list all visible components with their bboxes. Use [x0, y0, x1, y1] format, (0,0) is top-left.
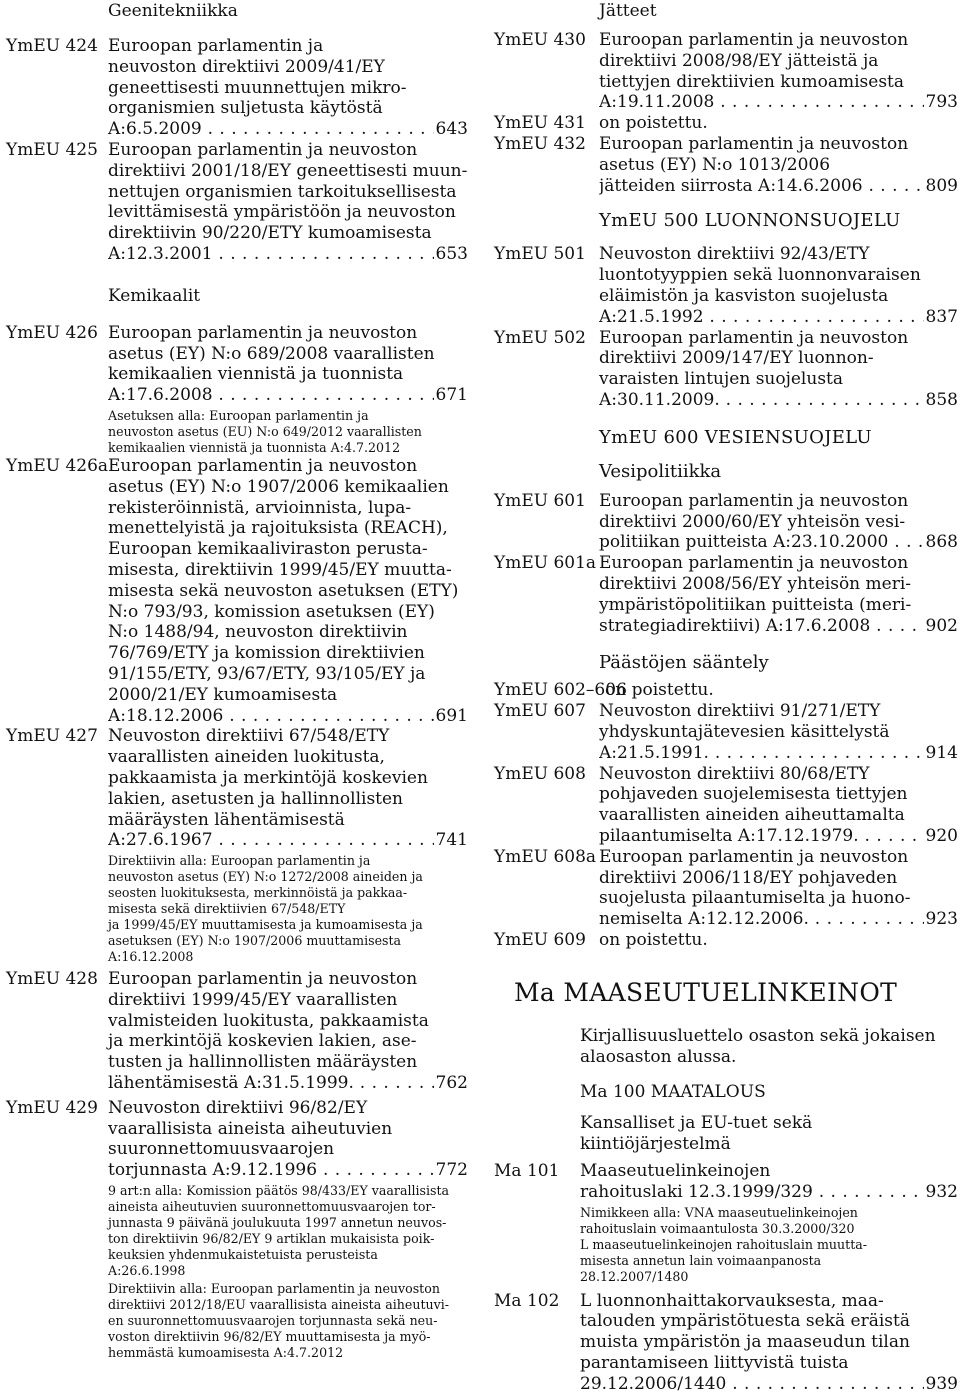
entry-code: YmEU 431	[494, 113, 586, 134]
entry-text: Euroopan parlamentin ja neuvoston direktiivi 2006/118/EY pohjaveden suojelusta pilaantumiselta ja huono-	[599, 846, 911, 909]
entry-code: YmEU 425	[6, 139, 98, 160]
entry-date: A:17.6.2008 . . .	[108, 385, 434, 406]
entry-page: 741	[435, 830, 468, 851]
entry-page: 772	[435, 1160, 468, 1181]
entry-ymeu-602-606	[494, 680, 958, 701]
entry-page: 837	[925, 306, 958, 327]
entry-date: 29.12.2006/1440 . . .	[580, 1374, 924, 1395]
heading-geenitekniikka: Geenitekniikka	[108, 1, 238, 21]
entry-page: 914	[925, 742, 958, 763]
entry-text: Euroopan parlamentin ja neuvoston direktiivi 2000/60/EY yhteisön vesi-	[599, 490, 909, 532]
entry-code: YmEU 501	[494, 244, 586, 265]
entry-text: Euroopan parlamentin ja neuvoston asetus (EY) N:o 689/2008 vaarallisten kemikaalien viennistä ja tuonnista	[108, 322, 435, 385]
heading-maatalous: Ma 100 MAATALOUS	[580, 1082, 766, 1102]
entry-page: 809	[925, 175, 958, 196]
entry-page: 868	[925, 532, 958, 553]
entry-ymeu-601	[494, 491, 958, 553]
heading-kemikaalit: Kemikaalit	[108, 285, 201, 306]
entry-note: Direktiivin alla: Euroopan parlamentin ja neuvoston asetus (EY) N:o 1272/2008 aineiden ja seosten luokituksesta, merkinnöistä ja pakkaa- misesta sekä direktiivien 67/548/ETY ja 1999/45/EY muuttamisesta ja kumoamisesta ja asetuksen (EY) N:o 1907/2006 muuttamisesta A:16.12.2008	[108, 853, 423, 965]
entry-page: 858	[925, 389, 958, 410]
left-column	[6, 0, 468, 1361]
entry-ymeu-501	[494, 244, 958, 327]
entry-date: nemiselta A:12.12.2006. . . .	[599, 909, 924, 930]
entry-code: Ma 101	[494, 1161, 560, 1181]
entry-ymeu-427	[6, 726, 468, 965]
entry-text: Neuvoston direktiivi 91/271/ETY yhdyskuntajätevesien käsittelystä	[599, 701, 890, 742]
entry-note: Asetuksen alla: Euroopan parlamentin ja neuvoston asetus (EU) N:o 649/2012 vaarallisten kemikaalien viennistä ja tuonnista A:4.7.2012	[108, 407, 422, 455]
entry-date: lähentämisestä A:31.5.1999. . . .	[108, 1073, 434, 1094]
entry-note: Direktiivin alla: Euroopan parlamentin ja neuvoston direktiivi 2012/18/EU vaarallisista aineista aiheutuvi- en suuronnettomuusvaarojen torjunnasta sekä neu- voston direktiivin 96/82/EY muuttamisesta ja myö- hemmästä kumoamisesta A:4.7.2012	[108, 1281, 450, 1361]
right-column	[494, 0, 958, 951]
entry-ymeu-502	[494, 328, 958, 411]
entry-page: 932	[925, 1181, 958, 1202]
entry-text: Neuvoston direktiivi 92/43/ETY luontotyyppien sekä luonnonvaraisen eläimistön ja kasviston suojelusta	[599, 244, 921, 306]
entry-text: on poistettu.	[605, 680, 714, 701]
entry-text: Euroopan parlamentin ja neuvoston direktiivi 2001/18/EY geneettisesti muun- nettujen organismien tarkoituksellisesta levittämisestä ympäristöön ja neuvoston direktiivin 90/220/ETY kumoamisesta	[108, 139, 468, 244]
heading-vesipolitiikka: Vesipolitiikka	[599, 460, 722, 482]
entry-page: 939	[925, 1373, 958, 1394]
entry-text: on poistettu.	[599, 113, 708, 134]
entry-text: Neuvoston direktiivi 67/548/ETY vaarallisten aineiden luokitusta, pakkaamista ja merkintöjä koskevien lakien, asetusten ja hallinnollisten määräysten lähentämisestä	[108, 726, 428, 830]
entry-page: 902	[925, 615, 958, 636]
entry-date: politiikan puitteista A:23.10.2000 . . .	[599, 532, 924, 553]
entry-date: strategiadirektiivi) A:17.6.2008 . . .	[599, 616, 924, 637]
entry-code: Ma 102	[494, 1290, 560, 1311]
entry-page: 671	[435, 385, 468, 406]
entry-text: Euroopan parlamentin ja neuvoston direktiivi 2009/147/EY luonnon- varaisten lintujen suojelusta	[599, 327, 909, 390]
entry-text: Euroopan parlamentin ja neuvoston asetus (EY) N:o 1907/2006 kemikaalien rekisteröinnistä, arvioinnista, lupa- menettelyistä ja rajoituksista (REACH), Euroopan kemikaaliviraston perusta- misesta, direktiivin 1999/45/EY muutta- misesta sekä neuvoston asetuksen (ETY) N:o 793/93, komission asetuksen (EY) N:o 1488/94, neuvoston direktiivin 76/769/ETY ja komission direktiivien 91/155/ETY, 93/67/ETY, 93/105/EY ja 2000/21/EY kumoamisesta	[108, 455, 459, 705]
section-title-maaseutuelinkeinot: Ma MAASEUTUELINKEINOT	[514, 978, 898, 1007]
entry-text: Euroopan parlamentin ja neuvoston asetus (EY) N:o 1013/2006	[599, 133, 909, 175]
heading-vesiensuojelu: YmEU 600 VESIENSUOJELU	[599, 426, 872, 448]
entry-code: YmEU 502	[494, 327, 586, 348]
entry-page: 920	[925, 825, 958, 846]
entry-ymeu-426a	[6, 456, 468, 726]
heading-luonnonsuojelu: YmEU 500 LUONNONSUOJELU	[599, 210, 901, 232]
section-intro: Kirjallisuusluettelo osaston sekä jokaisen alaosaston alussa.	[580, 1026, 936, 1067]
entry-code: YmEU 601	[494, 490, 586, 511]
entry-ymeu-425	[6, 140, 468, 265]
entry-date: jätteiden siirrosta A:14.6.2006 . . .	[599, 176, 924, 197]
ma-section	[494, 1026, 958, 1395]
entry-code: YmEU 426a	[6, 455, 109, 476]
entry-code: YmEU 602–606	[494, 680, 627, 701]
entry-page: 643	[435, 119, 468, 140]
entry-date: A:21.5.1991. . . .	[599, 743, 924, 764]
entry-date: A:18.12.2006 . . .	[108, 706, 434, 727]
entry-date: A:30.11.2009. . . .	[599, 390, 924, 411]
entry-ymeu-609	[494, 930, 958, 951]
entry-note: 9 art:n alla: Komission päätös 98/433/EY vaarallisista aineista aiheutuvien suuronnettomuusvaarojen tor- junnasta 9 päivänä joulukuuta 1997 annetun neuvos- ton direktiivin 96/82/EY 9 artiklan mukaisista poik- keuksien yhdenmukaistetuista perusteista A:26.6.1998	[108, 1183, 450, 1279]
entry-code: YmEU 427	[6, 726, 98, 747]
entry-text: on poistettu.	[599, 929, 708, 950]
entry-code: YmEU 424	[6, 36, 98, 56]
entry-code: YmEU 430	[494, 30, 586, 50]
entry-code: YmEU 609	[494, 929, 586, 950]
entry-ma-101	[494, 1161, 958, 1285]
entry-code: YmEU 608	[494, 763, 586, 784]
entry-text: Euroopan parlamentin ja neuvoston direktiivi 2009/41/EY geneettisesti muunnettujen mikro- organismien suljetusta käytöstä	[108, 36, 407, 119]
entry-date: pilaantumiselta A:17.12.1979. . . .	[599, 826, 924, 847]
entry-code: YmEU 428	[6, 969, 98, 990]
entry-code: YmEU 432	[494, 133, 586, 154]
entry-ymeu-424	[6, 36, 468, 140]
entry-date: A:6.5.2009 . . .	[108, 119, 434, 140]
entry-date: A:27.6.1967 . . .	[108, 830, 434, 851]
entry-ymeu-430	[494, 30, 958, 113]
entry-text: Euroopan parlamentin ja neuvoston direktiivi 2008/98/EY jätteistä ja tiettyjen direktiivien kumoamisesta	[599, 30, 909, 92]
entry-ymeu-608	[494, 764, 958, 847]
heading-paastojen-saantely: Päästöjen sääntely	[599, 652, 769, 674]
entry-date: A:21.5.1992 . . .	[599, 307, 924, 328]
entry-date: A:12.3.2001 . . .	[108, 244, 434, 265]
entry-page: 793	[925, 92, 958, 113]
entry-page: 653	[435, 243, 468, 264]
entry-text: L luonnonhaittakorvauksesta, maa- talouden ympäristötuesta sekä eräistä muista ympäristön ja maaseudun tilan parantamiseen liittyvistä tuista	[580, 1290, 910, 1373]
entry-text: Neuvoston direktiivi 96/82/EY vaarallisista aineista aiheutuvien suuronnettomuusvaarojen	[108, 1097, 393, 1160]
heading-jatteet: Jätteet	[599, 1, 657, 21]
entry-text: Neuvoston direktiivi 80/68/ETY pohjaveden suojelemisesta tiettyjen vaarallisten aineiden aiheuttamalta	[599, 763, 908, 826]
entry-page: 923	[925, 909, 958, 930]
entry-note: Nimikkeen alla: VNA maaseutuelinkeinojen rahoituslain voimaantulosta 30.3.2000/320 L maaseutuelinkeinojen rahoituslain muutta- misesta annetun lain voimaanpanosta 28.12.2007/1480	[580, 1204, 868, 1284]
entry-ymeu-431	[494, 113, 958, 134]
heading-kansalliset-tuet: Kansalliset ja EU-tuet sekä kiintiöjärjestelmä	[580, 1113, 813, 1154]
entry-ymeu-607	[494, 701, 958, 763]
entry-code: YmEU 608a	[494, 846, 597, 867]
entry-date: rahoituslaki 12.3.1999/329 . . .	[580, 1182, 924, 1203]
entry-code: YmEU 607	[494, 701, 586, 722]
entry-code: YmEU 426	[6, 322, 98, 343]
entry-date: torjunnasta A:9.12.1996 . . .	[108, 1160, 434, 1181]
entry-code: YmEU 429	[6, 1097, 98, 1118]
entry-text: Euroopan parlamentin ja neuvoston direktiivi 1999/45/EY vaarallisten valmisteiden luokitusta, pakkaamista ja merkintöjä koskevien lakien, ase- tusten ja hallinnollisten määräysten	[108, 969, 429, 1073]
entry-ymeu-426	[6, 323, 468, 456]
entry-code: YmEU 601a	[494, 553, 597, 574]
entry-text: Maaseutuelinkeinojen	[580, 1161, 771, 1181]
entry-page: 762	[435, 1073, 468, 1094]
entry-ymeu-428	[6, 969, 468, 1094]
entry-ymeu-429	[6, 1098, 468, 1361]
entry-date: A:19.11.2008 . . .	[599, 92, 924, 113]
entry-ymeu-608a	[494, 847, 958, 930]
entry-ymeu-601a	[494, 553, 958, 636]
entry-ma-102	[494, 1291, 958, 1395]
entry-text: Euroopan parlamentin ja neuvoston direktiivi 2008/56/EY yhteisön meri- ympäristöpolitiikan puitteista (meri-	[599, 553, 912, 615]
entry-page: 691	[435, 705, 468, 726]
entry-ymeu-432	[494, 134, 958, 196]
